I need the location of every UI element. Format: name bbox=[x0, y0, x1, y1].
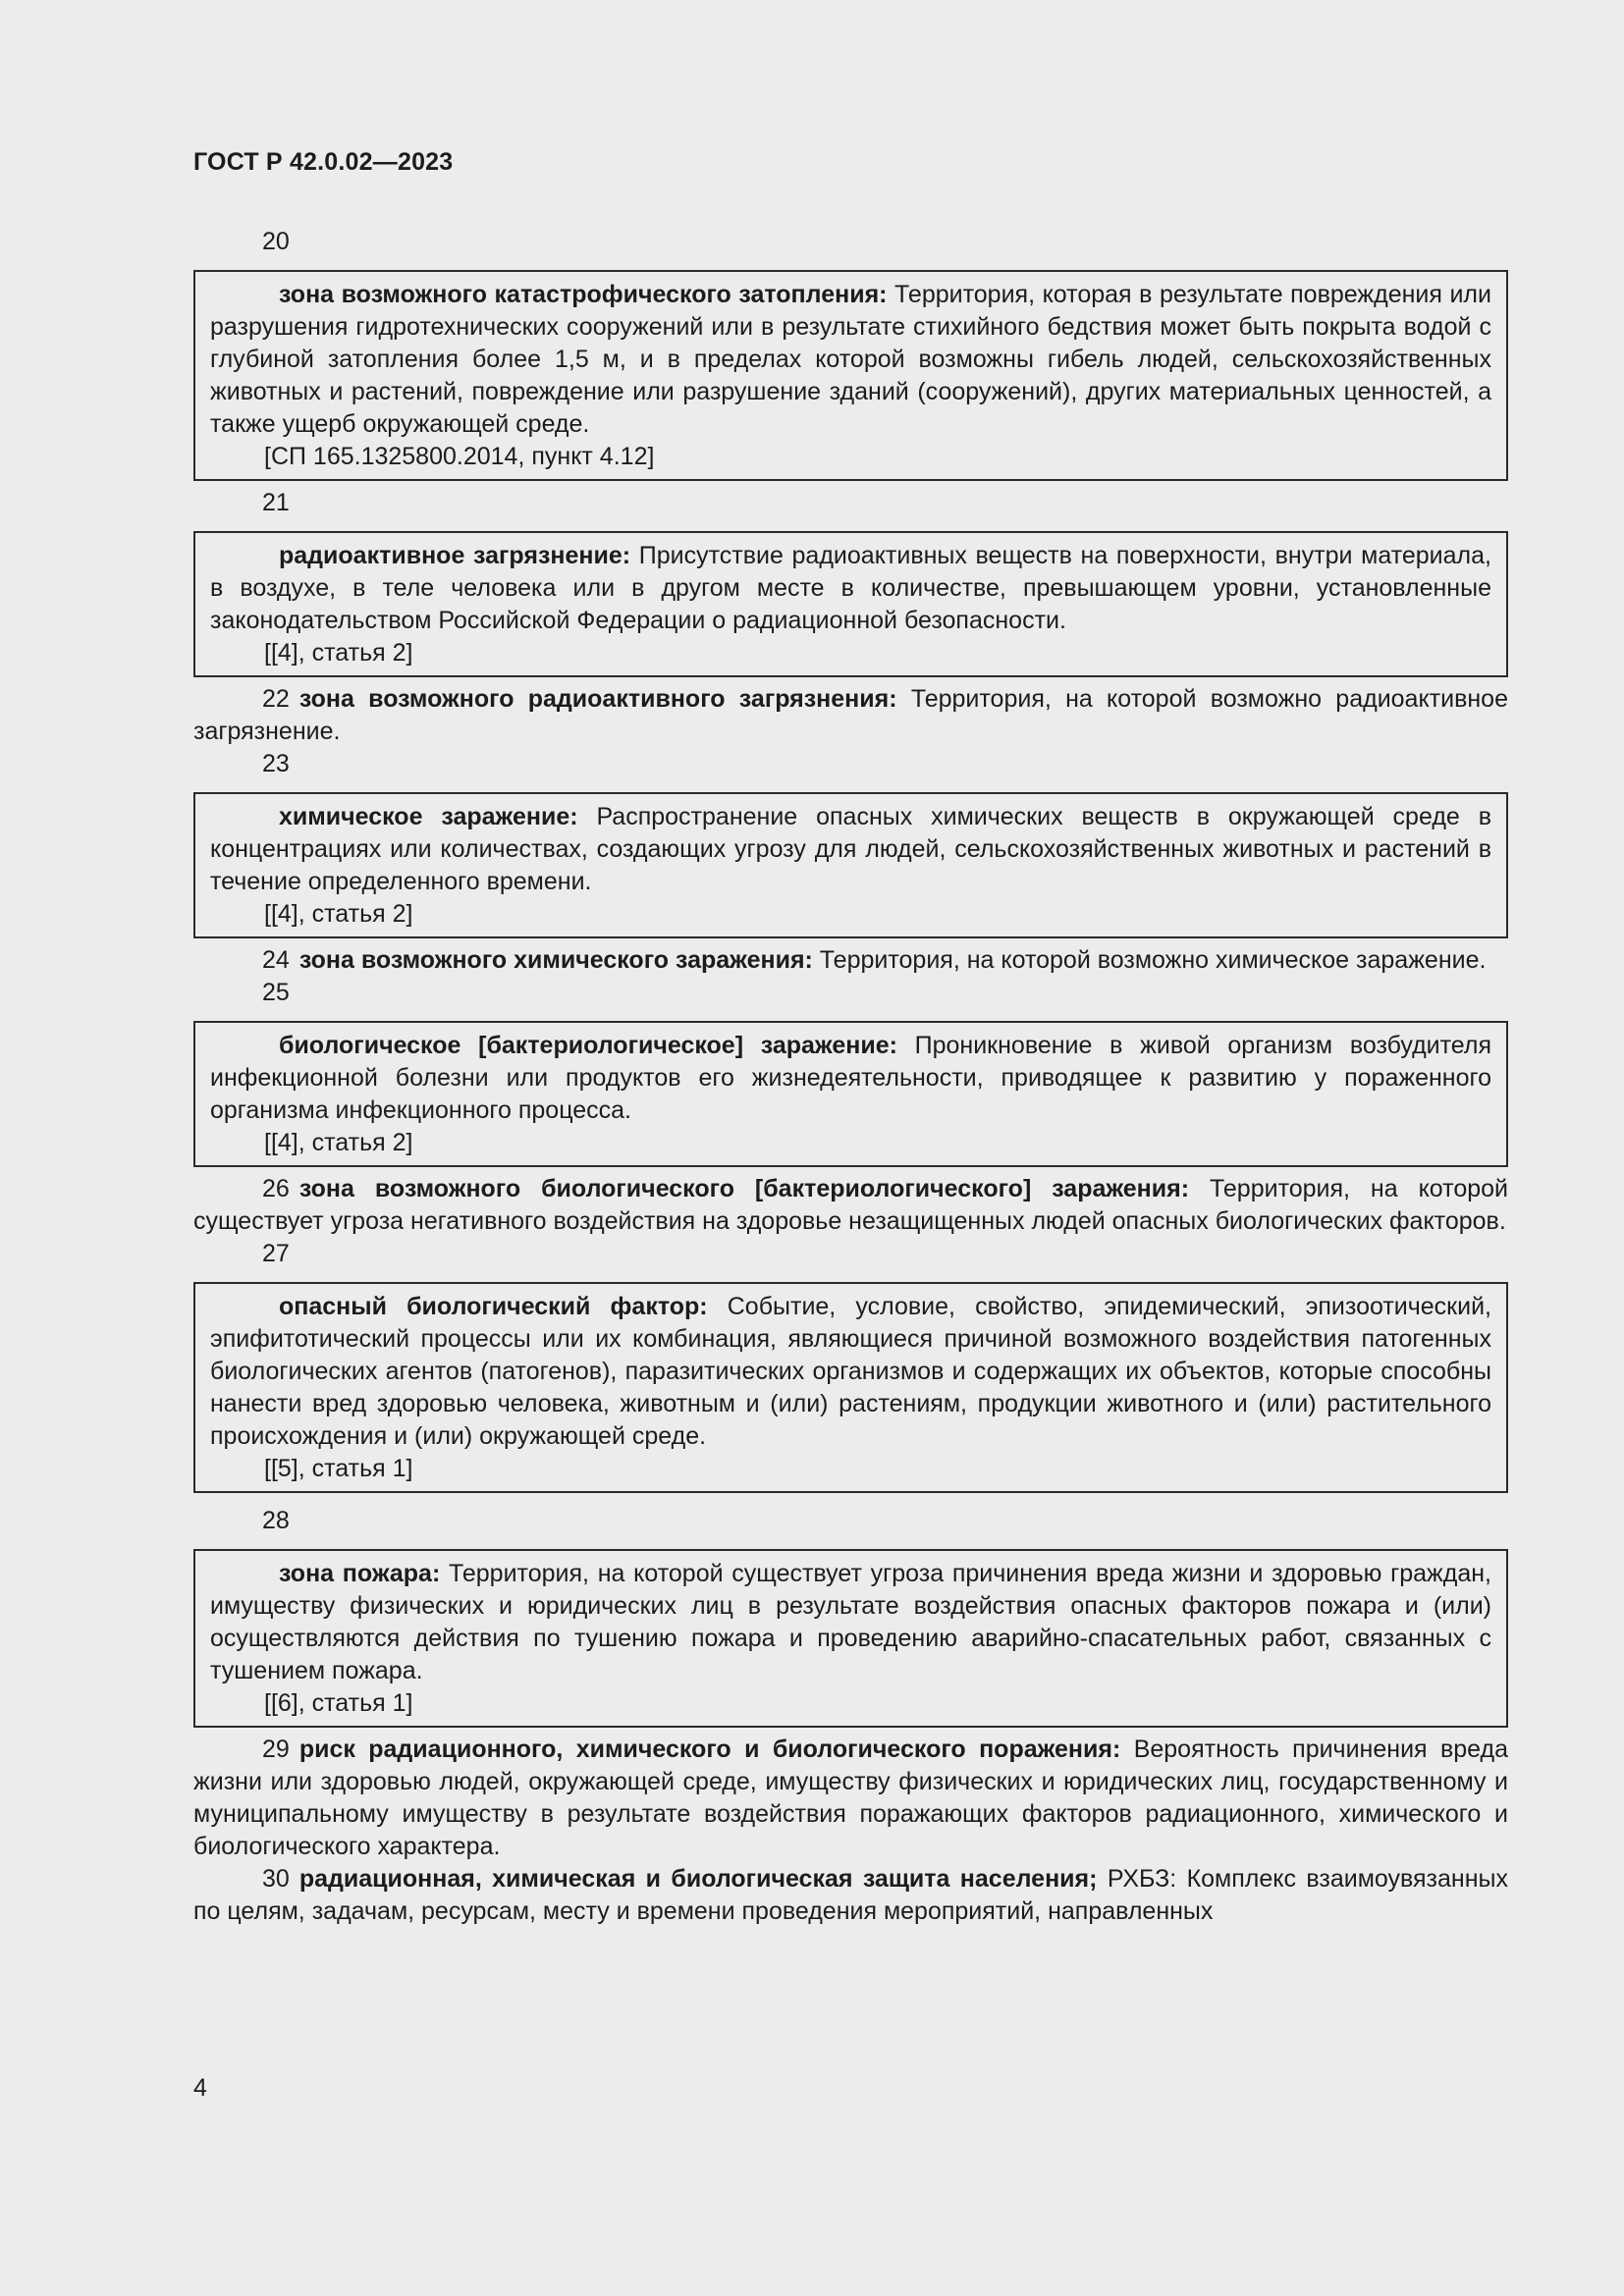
term: зона пожара: bbox=[279, 1560, 441, 1587]
definition-box bbox=[193, 531, 1508, 677]
term: химическое заражение: bbox=[279, 803, 578, 830]
definition-box bbox=[193, 1282, 1508, 1493]
document-body bbox=[193, 226, 1508, 1928]
term: зона возможного химического заражения: bbox=[298, 946, 813, 974]
entry-number: 26 bbox=[262, 1175, 290, 1202]
definition-box bbox=[193, 1549, 1508, 1728]
term: биологическое [бактериологическое] заражение: bbox=[279, 1032, 897, 1059]
definition-box bbox=[193, 1021, 1508, 1167]
term: зона возможного биологического [бактериологического] заражения: bbox=[298, 1175, 1190, 1202]
entry-number: 30 bbox=[262, 1865, 290, 1893]
definition-paragraph: 26 зона возможного биологического [бактериологического] заражения: Территория, на которой существует угроза негативного воздействия на здоровье незащищенных людей опасных биологических факторов. bbox=[193, 1175, 1508, 1235]
term: риск радиационного, химического и биологического поражения: bbox=[298, 1735, 1121, 1763]
entry-number: 29 bbox=[262, 1735, 290, 1763]
entry-number: 28 bbox=[262, 1507, 290, 1534]
definition-text: биологическое [бактериологическое] заражение: Проникновение в живой организм возбудителя инфекционной болезни или продуктов его жизнедеятельности, приводящее к развитию у пораженного организма инфекционного процесса. bbox=[210, 1032, 1491, 1124]
term: радиоактивное загрязнение: bbox=[279, 542, 631, 569]
term: радиационная, химическая и биологическая защита населения; bbox=[298, 1865, 1098, 1893]
definition-paragraph: 29 риск радиационного, химического и биологического поражения: Вероятность причинения вреда жизни или здоровью людей, окружающей среде, имуществу физических и юридических лиц, государственному и муниципальному имуществу в результате воздействия поражающих факторов радиационного, химического и биологического характера. bbox=[193, 1735, 1508, 1860]
entry-number: 22 bbox=[262, 685, 290, 713]
definition-paragraph: 30 радиационная, химическая и биологическая защита населения; РХБЗ: Комплекс взаимоувязанных по целям, задачам, ресурсам, месту и времени проведения мероприятий, направленных bbox=[193, 1865, 1508, 1925]
entry-number: 20 bbox=[262, 228, 290, 255]
definition-box bbox=[193, 270, 1508, 481]
entry-number: 23 bbox=[262, 750, 290, 777]
entry-number: 24 bbox=[262, 946, 290, 974]
definition-text: зона возможного катастрофического затопления: Территория, которая в результате повреждения или разрушения гидротехнических сооружений или в результате стихийного бедствия может быть покрыта водой с глубиной затопления более 1,5 м, и в пределах которой возможны гибель людей, сельскохозяйственных животных и растений, повреждение или разрушение зданий (сооружений), других материальных ценностей, а также ущерб окружающей среде. bbox=[210, 281, 1491, 438]
page-number: 4 bbox=[193, 2074, 207, 2102]
definition-box bbox=[193, 792, 1508, 938]
entry-number: 21 bbox=[262, 489, 290, 516]
term: зона возможного радиоактивного загрязнения: bbox=[298, 685, 897, 713]
citation: [[4], статья 2] bbox=[264, 900, 413, 928]
definition-text: радиоактивное загрязнение: Присутствие радиоактивных веществ на поверхности, внутри материала, в воздухе, в теле человека или в другом месте в количестве, превышающем уровни, установленные законодательством Российской Федерации о радиационной безопасности. bbox=[210, 542, 1491, 634]
entry-number: 27 bbox=[262, 1240, 290, 1267]
citation: [СП 165.1325800.2014, пункт 4.12] bbox=[264, 443, 655, 470]
term: зона возможного катастрофического затопления: bbox=[279, 281, 888, 308]
citation: [[4], статья 2] bbox=[264, 639, 413, 667]
definition-paragraph: 24 зона возможного химического заражения: Территория, на которой возможно химическое заражение. bbox=[262, 946, 1487, 974]
document-header: ГОСТ Р 42.0.02—2023 bbox=[193, 148, 454, 176]
citation: [[5], статья 1] bbox=[264, 1455, 413, 1482]
entry-number: 25 bbox=[262, 979, 290, 1006]
definition-text: зона пожара: Территория, на которой существует угроза причинения вреда жизни и здоровью граждан, имуществу физических и юридических лиц в результате воздействия опасных факторов пожара и (или) осуществляются действия по тушению пожара и проведению аварийно-спасательных работ, связанных с тушением пожара. bbox=[210, 1560, 1491, 1684]
citation: [[4], статья 2] bbox=[264, 1129, 413, 1156]
definition-text: опасный биологический фактор: Событие, условие, свойство, эпидемический, эпизоотический, эпифитотический процессы или их комбинация, являющиеся причиной возможного воздействия патогенных биологических агентов (патогенов), паразитических организмов и содержащих их объектов, которые способны нанести вред здоровью человека, животным и (или) растениям, продукции животного и (или) растительного происхождения и (или) окружающей среде. bbox=[210, 1293, 1491, 1450]
term: опасный биологический фактор: bbox=[279, 1293, 708, 1320]
definition-text: химическое заражение: Распространение опасных химических веществ в окружающей среде в концентрациях или количествах, создающих угрозу для людей, сельскохозяйственных животных и растений в течение определенного времени. bbox=[210, 803, 1491, 895]
citation: [[6], статья 1] bbox=[264, 1689, 413, 1717]
definition-paragraph: 22 зона возможного радиоактивного загрязнения: Территория, на которой возможно радиоактивное загрязнение. bbox=[193, 685, 1508, 745]
